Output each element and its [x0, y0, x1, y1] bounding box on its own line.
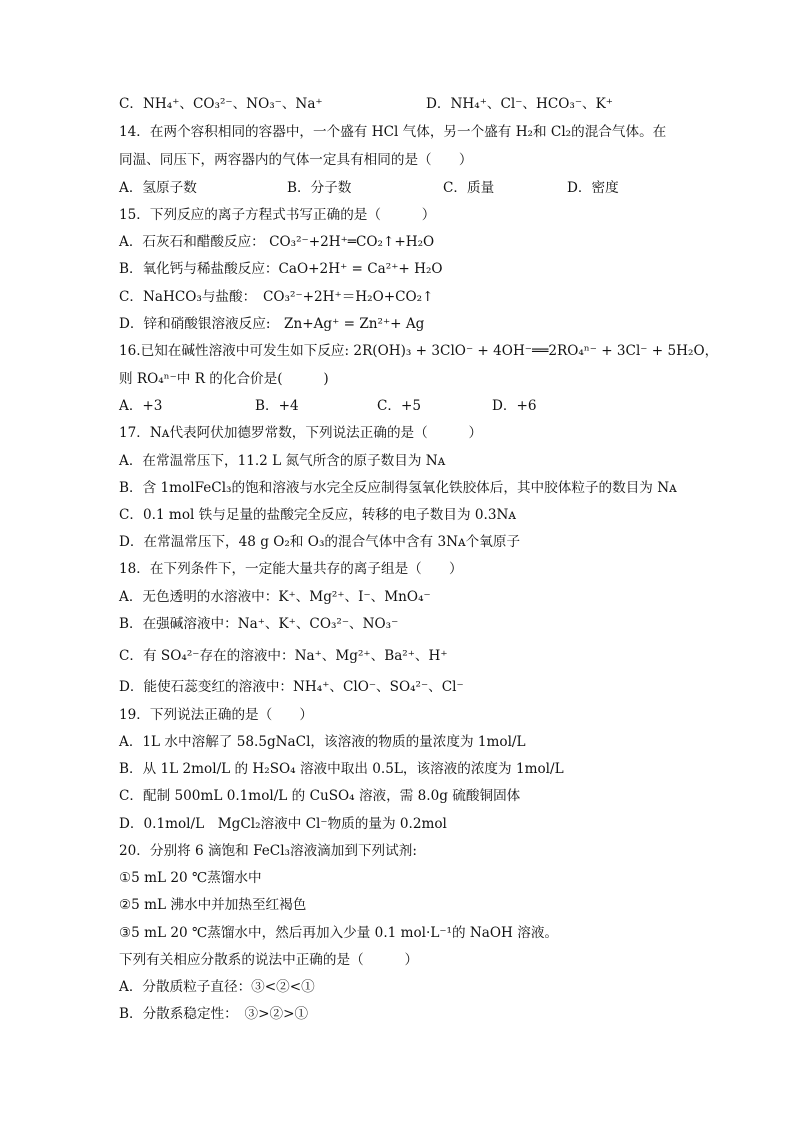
q14-option-c: C．质量 — [443, 180, 495, 196]
q14-stem-cont: 同温、同压下，两容器内的气体一定具有相同的是（ ） — [119, 152, 473, 168]
q15-option-c: C．NaHCO₃与盐酸： CO₃²⁻+2H⁺＝H₂O+CO₂↑ — [119, 289, 434, 305]
q18-option-c: C．有 SO₄²⁻存在的溶液中：Na⁺、Mg²⁺、Ba²⁺、H⁺ — [119, 648, 448, 664]
q20-reagent-1: ①5 mL 20 ℃蒸馏水中 — [119, 870, 262, 886]
q20-reagent-3: ③5 mL 20 ℃蒸馏水中，然后再加入少量 0.1 mol·L⁻¹的 NaOH 溶液。 — [119, 925, 559, 941]
q15-option-a: A．石灰石和醋酸反应： CO₃²⁻+2H⁺═CO₂↑+H₂O — [119, 234, 435, 250]
q19-stem: 19．下列说法正确的是（ ） — [119, 707, 314, 723]
q16-option-a: A．+3 — [119, 398, 163, 414]
q16-stem: 16.已知在碱性溶液中可发生如下反应: 2R(OH)₃ + 3ClO⁻ + 4OH⁻══2RO₄ⁿ⁻ + 3Cl⁻ + 5H₂O， — [119, 343, 719, 359]
q18-option-a: A．无色透明的水溶液中：K⁺、Mg²⁺、I⁻、MnO₄⁻ — [119, 589, 431, 605]
q13-option-d: D．NH₄⁺、Cl⁻、HCO₃⁻、K⁺ — [426, 96, 613, 112]
q19-option-b: B．从 1L 2mol/L 的 H₂SO₄ 溶液中取出 0.5L，该溶液的浓度为 1mol/L — [119, 761, 564, 777]
q19-option-d: D．0.1mol/L MgCl₂溶液中 Cl⁻物质的量为 0.2mol — [119, 816, 447, 832]
q16-option-d: D．+6 — [492, 398, 537, 414]
q18-stem: 18．在下列条件下，一定能大量共存的离子组是（ ） — [119, 561, 463, 577]
q20-option-b: B．分散系稳定性： ③>②>① — [119, 1006, 309, 1022]
q14-option-a: A．氢原子数 — [119, 180, 197, 196]
q15-stem: 15．下列反应的离子方程式书写正确的是（ ） — [119, 207, 436, 223]
q20-option-a: A．分散质粒子直径：③<②<① — [119, 979, 315, 995]
q15-option-b: B．氧化钙与稀盐酸反应：CaO+2H⁺ = Ca²⁺+ H₂O — [119, 261, 443, 277]
q17-option-a: A．在常温常压下，11.2 L 氮气所含的原子数目为 Nᴀ — [119, 453, 446, 469]
q13-option-c: C．NH₄⁺、CO₃²⁻、NO₃⁻、Na⁺ — [119, 96, 323, 112]
q15-option-d: D．锌和硝酸银溶液反应: Zn+Ag⁺ = Zn²⁺+ Ag — [119, 316, 425, 332]
q16-option-c: C．+5 — [377, 398, 422, 414]
q17-option-c: C．0.1 mol 铁与足量的盐酸完全反应，转移的电子数目为 0.3Nᴀ — [119, 507, 517, 523]
q14-stem: 14．在两个容积相同的容器中，一个盛有 HCl 气体，另一个盛有 H₂和 Cl₂的混合气体。在 — [119, 124, 667, 140]
q20-prompt: 下列有关相应分散系的说法中正确的是（ ） — [119, 952, 419, 968]
q17-stem: 17．Nᴀ代表阿伏加德罗常数，下列说法正确的是（ ） — [119, 425, 483, 441]
q20-stem: 20．分别将 6 滴饱和 FeCl₃溶液滴加到下列试剂: — [119, 843, 417, 859]
q19-option-c: C．配制 500mL 0.1mol/L 的 CuSO₄ 溶液，需 8.0g 硫酸铜固体 — [119, 788, 521, 804]
q16-option-b: B．+4 — [255, 398, 299, 414]
q19-option-a: A．1L 水中溶解了 58.5gNaCl，该溶液的物质的量浓度为 1mol/L — [119, 734, 526, 750]
q17-option-b: B．含 1molFeCl₃的饱和溶液与水完全反应制得氢氧化铁胶体后，其中胶体粒子的数目为 Nᴀ — [119, 480, 677, 496]
q17-option-d: D．在常温常压下，48 g O₂和 O₃的混合气体中含有 3Nᴀ个氧原子 — [119, 534, 521, 550]
q14-option-d: D．密度 — [567, 180, 619, 196]
q16-stem-cont: 则 RO₄ⁿ⁻中 R 的化合价是( ) — [119, 371, 329, 387]
q14-option-b: B．分子数 — [287, 180, 352, 196]
q18-option-b: B．在强碱溶液中：Na⁺、K⁺、CO₃²⁻、NO₃⁻ — [119, 616, 399, 632]
q18-option-d: D．能使石蕊变红的溶液中：NH₄⁺、ClO⁻、SO₄²⁻、Cl⁻ — [119, 679, 464, 695]
q20-reagent-2: ②5 mL 沸水中并加热至红褐色 — [119, 897, 307, 913]
